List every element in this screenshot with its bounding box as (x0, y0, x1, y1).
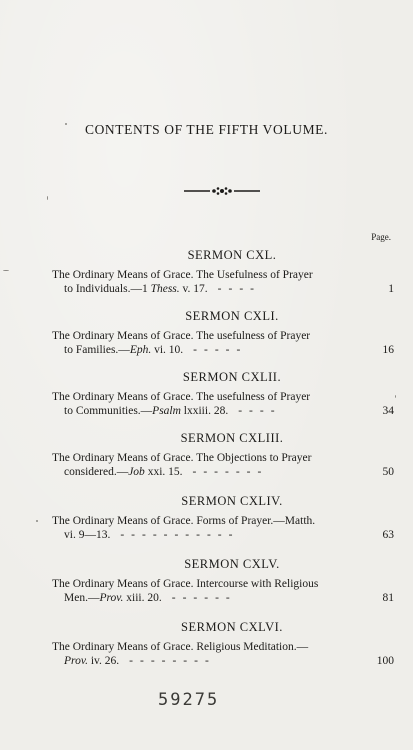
page-number: 81 (382, 592, 394, 604)
sermon-heading: SERMON CXLVI. (181, 620, 283, 634)
page-number: 63 (382, 529, 394, 541)
entry-line: The Ordinary Means of Grace. The usefulness of Prayer (52, 391, 311, 403)
paper-speck (47, 196, 48, 200)
sermon-heading: SERMON CXL. (187, 248, 277, 262)
entry-line: to Families.—Eph. vi. 10. ----- 16 (64, 344, 394, 356)
paper-speck (3, 270, 9, 271)
page-number: 34 (382, 405, 394, 417)
library-stamp-number: 59275 (158, 690, 220, 710)
entry-line: to Communities.—Psalm lxxiii. 28. ---- 34 (64, 405, 394, 417)
entry-line: The Ordinary Means of Grace. Intercourse with Religious (52, 578, 319, 590)
toc-entry (52, 557, 392, 605)
entry-line: vi. 9—13. ----------- 63 (64, 529, 394, 541)
entry-line: The Ordinary Means of Grace. The Objections to Prayer (52, 452, 312, 464)
paper-speck (36, 520, 38, 522)
toc-entry (52, 248, 392, 296)
sermon-heading: SERMON CXLI. (185, 309, 279, 323)
page-number: 50 (382, 466, 394, 478)
sermon-heading: SERMON CXLII. (182, 370, 282, 384)
entry-line: Prov. iv. 26. -------- 100 (64, 655, 394, 667)
page-number: 100 (376, 655, 394, 667)
entry-line: to Individuals.—1 Thess. v. 17. ---- 1 (64, 283, 394, 295)
page-column-label: Page. (371, 232, 391, 242)
page-number: 16 (382, 344, 394, 356)
paper-speck (65, 123, 67, 125)
page-number: 1 (388, 283, 394, 295)
toc-entry (52, 431, 392, 479)
toc-entry (52, 309, 392, 357)
toc-entry (52, 494, 392, 542)
entry-line: The Ordinary Means of Grace. Religious Meditation.— (52, 641, 309, 653)
entry-line: The Ordinary Means of Grace. Forms of Prayer.—Matth. (52, 515, 316, 527)
sermon-heading: SERMON CXLIII. (180, 431, 284, 445)
entry-line: Men.—Prov. xiii. 20. ------ 81 (64, 592, 394, 604)
entry-line: considered.—Job xxi. 15. ------- 50 (64, 466, 394, 478)
ornament-divider-icon (182, 185, 262, 197)
sermon-heading: SERMON CXLIV. (181, 494, 283, 508)
sermon-heading: SERMON CXLV. (184, 557, 280, 571)
entry-line: The Ordinary Means of Grace. The Usefulness of Prayer (52, 269, 313, 281)
page-title: CONTENTS OF THE FIFTH VOLUME. (84, 122, 329, 137)
toc-entry (52, 620, 392, 668)
toc-entry (52, 370, 392, 418)
entry-line: The Ordinary Means of Grace. The usefulness of Prayer (52, 330, 311, 342)
paper-speck (395, 395, 396, 398)
